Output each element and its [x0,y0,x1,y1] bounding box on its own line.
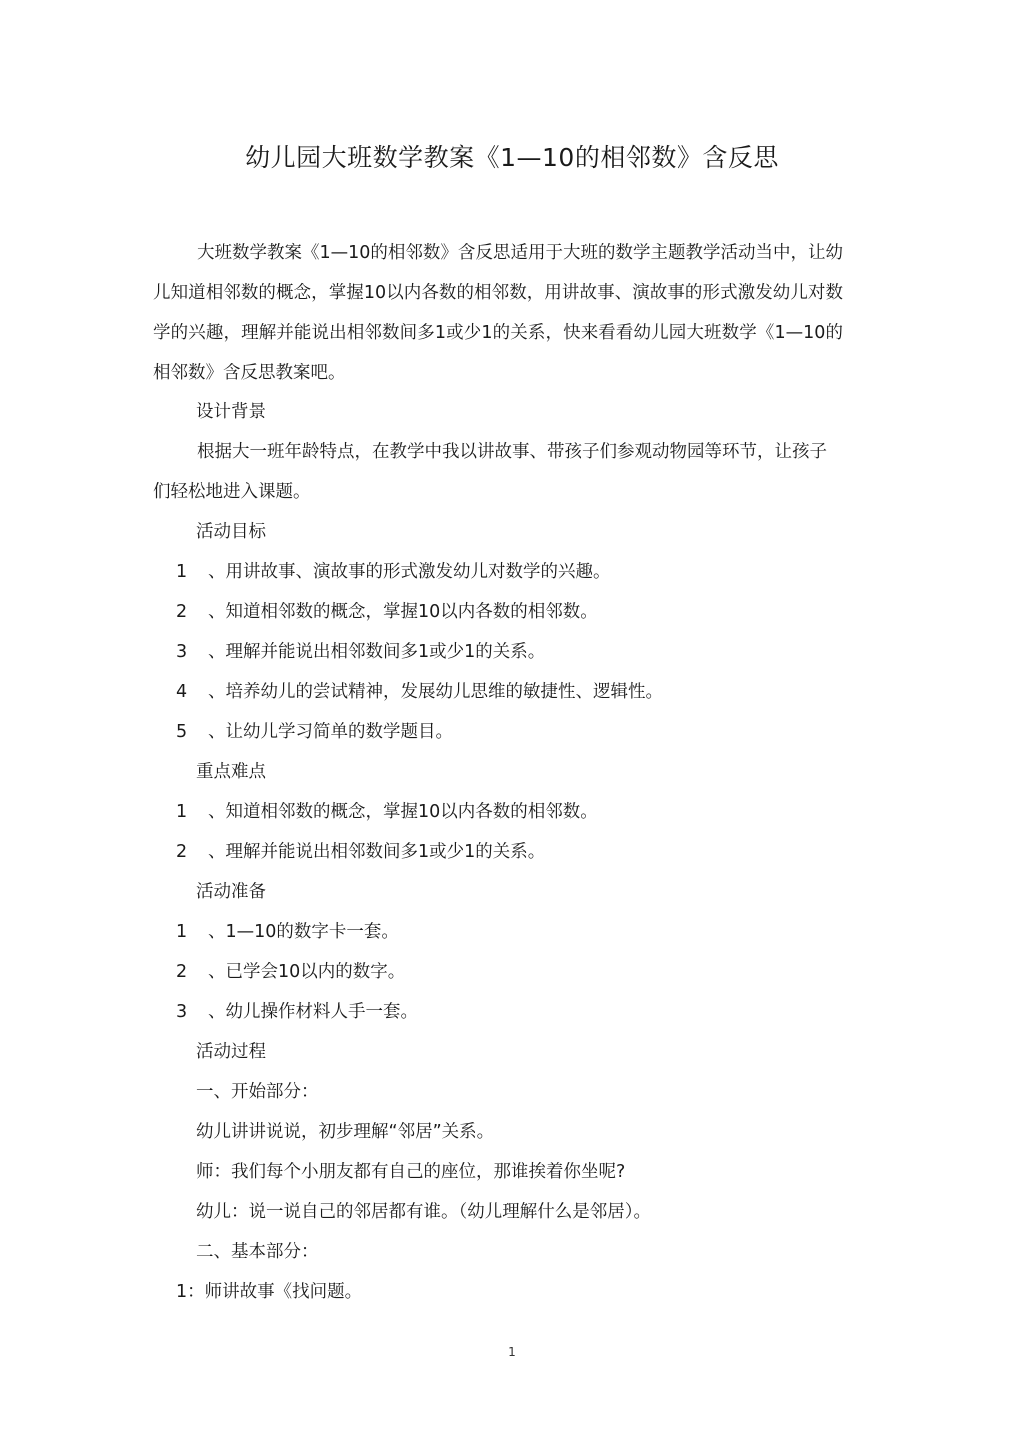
page-number: 1 [508,1345,516,1359]
list-item-text: 、1—10的数字卡一套。 [208,922,399,942]
process-line: 幼儿：说一说自己的邻居都有谁。（幼儿理解什么是邻居）。 [196,1202,651,1222]
list-item-number: 2 [176,842,188,862]
list-item [176,552,611,592]
list-item [176,672,663,712]
list-item [176,912,399,952]
list-item-number: 3 [176,642,188,662]
process-line: 师：我们每个小朋友都有自己的座位，那谁挨着你坐呢? [196,1162,626,1182]
list-item [176,992,418,1032]
list-item-text: 、知道相邻数的概念，掌握10以内各数的相邻数。 [208,602,598,622]
section-heading-goals: 活动目标 [196,522,266,542]
list-item [176,832,545,872]
list-item [176,792,598,832]
list-item-text: 、理解并能说出相邻数间多1或少1的关系。 [208,842,546,862]
list-item [176,592,598,632]
list-item-text: 、已学会10以内的数字。 [208,962,406,982]
list-item-text: 、培养幼儿的尝试精神，发展幼儿思维的敏捷性、逻辑性。 [208,682,663,702]
list-item-text: 、幼儿操作材料人手一套。 [208,1002,418,1022]
section-heading-background: 设计背景 [196,402,266,422]
list-item-text: 、知道相邻数的概念，掌握10以内各数的相邻数。 [208,802,598,822]
document-title: 幼儿园大班数学教案《1—10的相邻数》含反思 [245,143,779,172]
list-item [176,632,545,672]
list-item-number: 3 [176,1002,188,1022]
intro-paragraph: 大班数学教案《1—10的相邻数》含反思适用于大班的数学主题教学活动当中，让幼儿知道相邻数的概念，掌握10以内各数的相邻数，用讲故事、演故事的形式激发幼儿对数学的兴趣，理解并能说出相邻数间多1或少1的关系，快来看看幼儿园大班数学《1—10的相邻数》含反思教案吧。 [153,243,843,383]
list-item-number: 2 [176,602,188,622]
background-paragraph: 根据大一班年龄特点，在教学中我以讲故事、带孩子们参观动物园等环节，让孩子们轻松地进入课题。 [153,442,827,502]
list-item-text: 、理解并能说出相邻数间多1或少1的关系。 [208,642,546,662]
process-part-heading: 二、基本部分： [196,1242,319,1262]
section-heading-preparation: 活动准备 [196,882,266,902]
section-heading-process: 活动过程 [196,1042,266,1062]
process-part-heading: 一、开始部分： [196,1082,319,1102]
list-item-number: 4 [176,682,188,702]
list-item [176,952,405,992]
list-item-number: 1 [176,562,188,582]
section-heading-key-points: 重点难点 [196,762,266,782]
process-line: 幼儿讲讲说说，初步理解“邻居”关系。 [196,1122,495,1142]
list-item-number: 5 [176,722,188,742]
process-line: 1：师讲故事《找问题。 [176,1282,363,1302]
list-item [176,712,453,752]
list-item-text: 、让幼儿学习简单的数学题目。 [208,722,453,742]
list-item-text: 、用讲故事、演故事的形式激发幼儿对数学的兴趣。 [208,562,611,582]
list-item-number: 1 [176,802,188,822]
list-item-number: 2 [176,962,188,982]
list-item-number: 1 [176,922,188,942]
